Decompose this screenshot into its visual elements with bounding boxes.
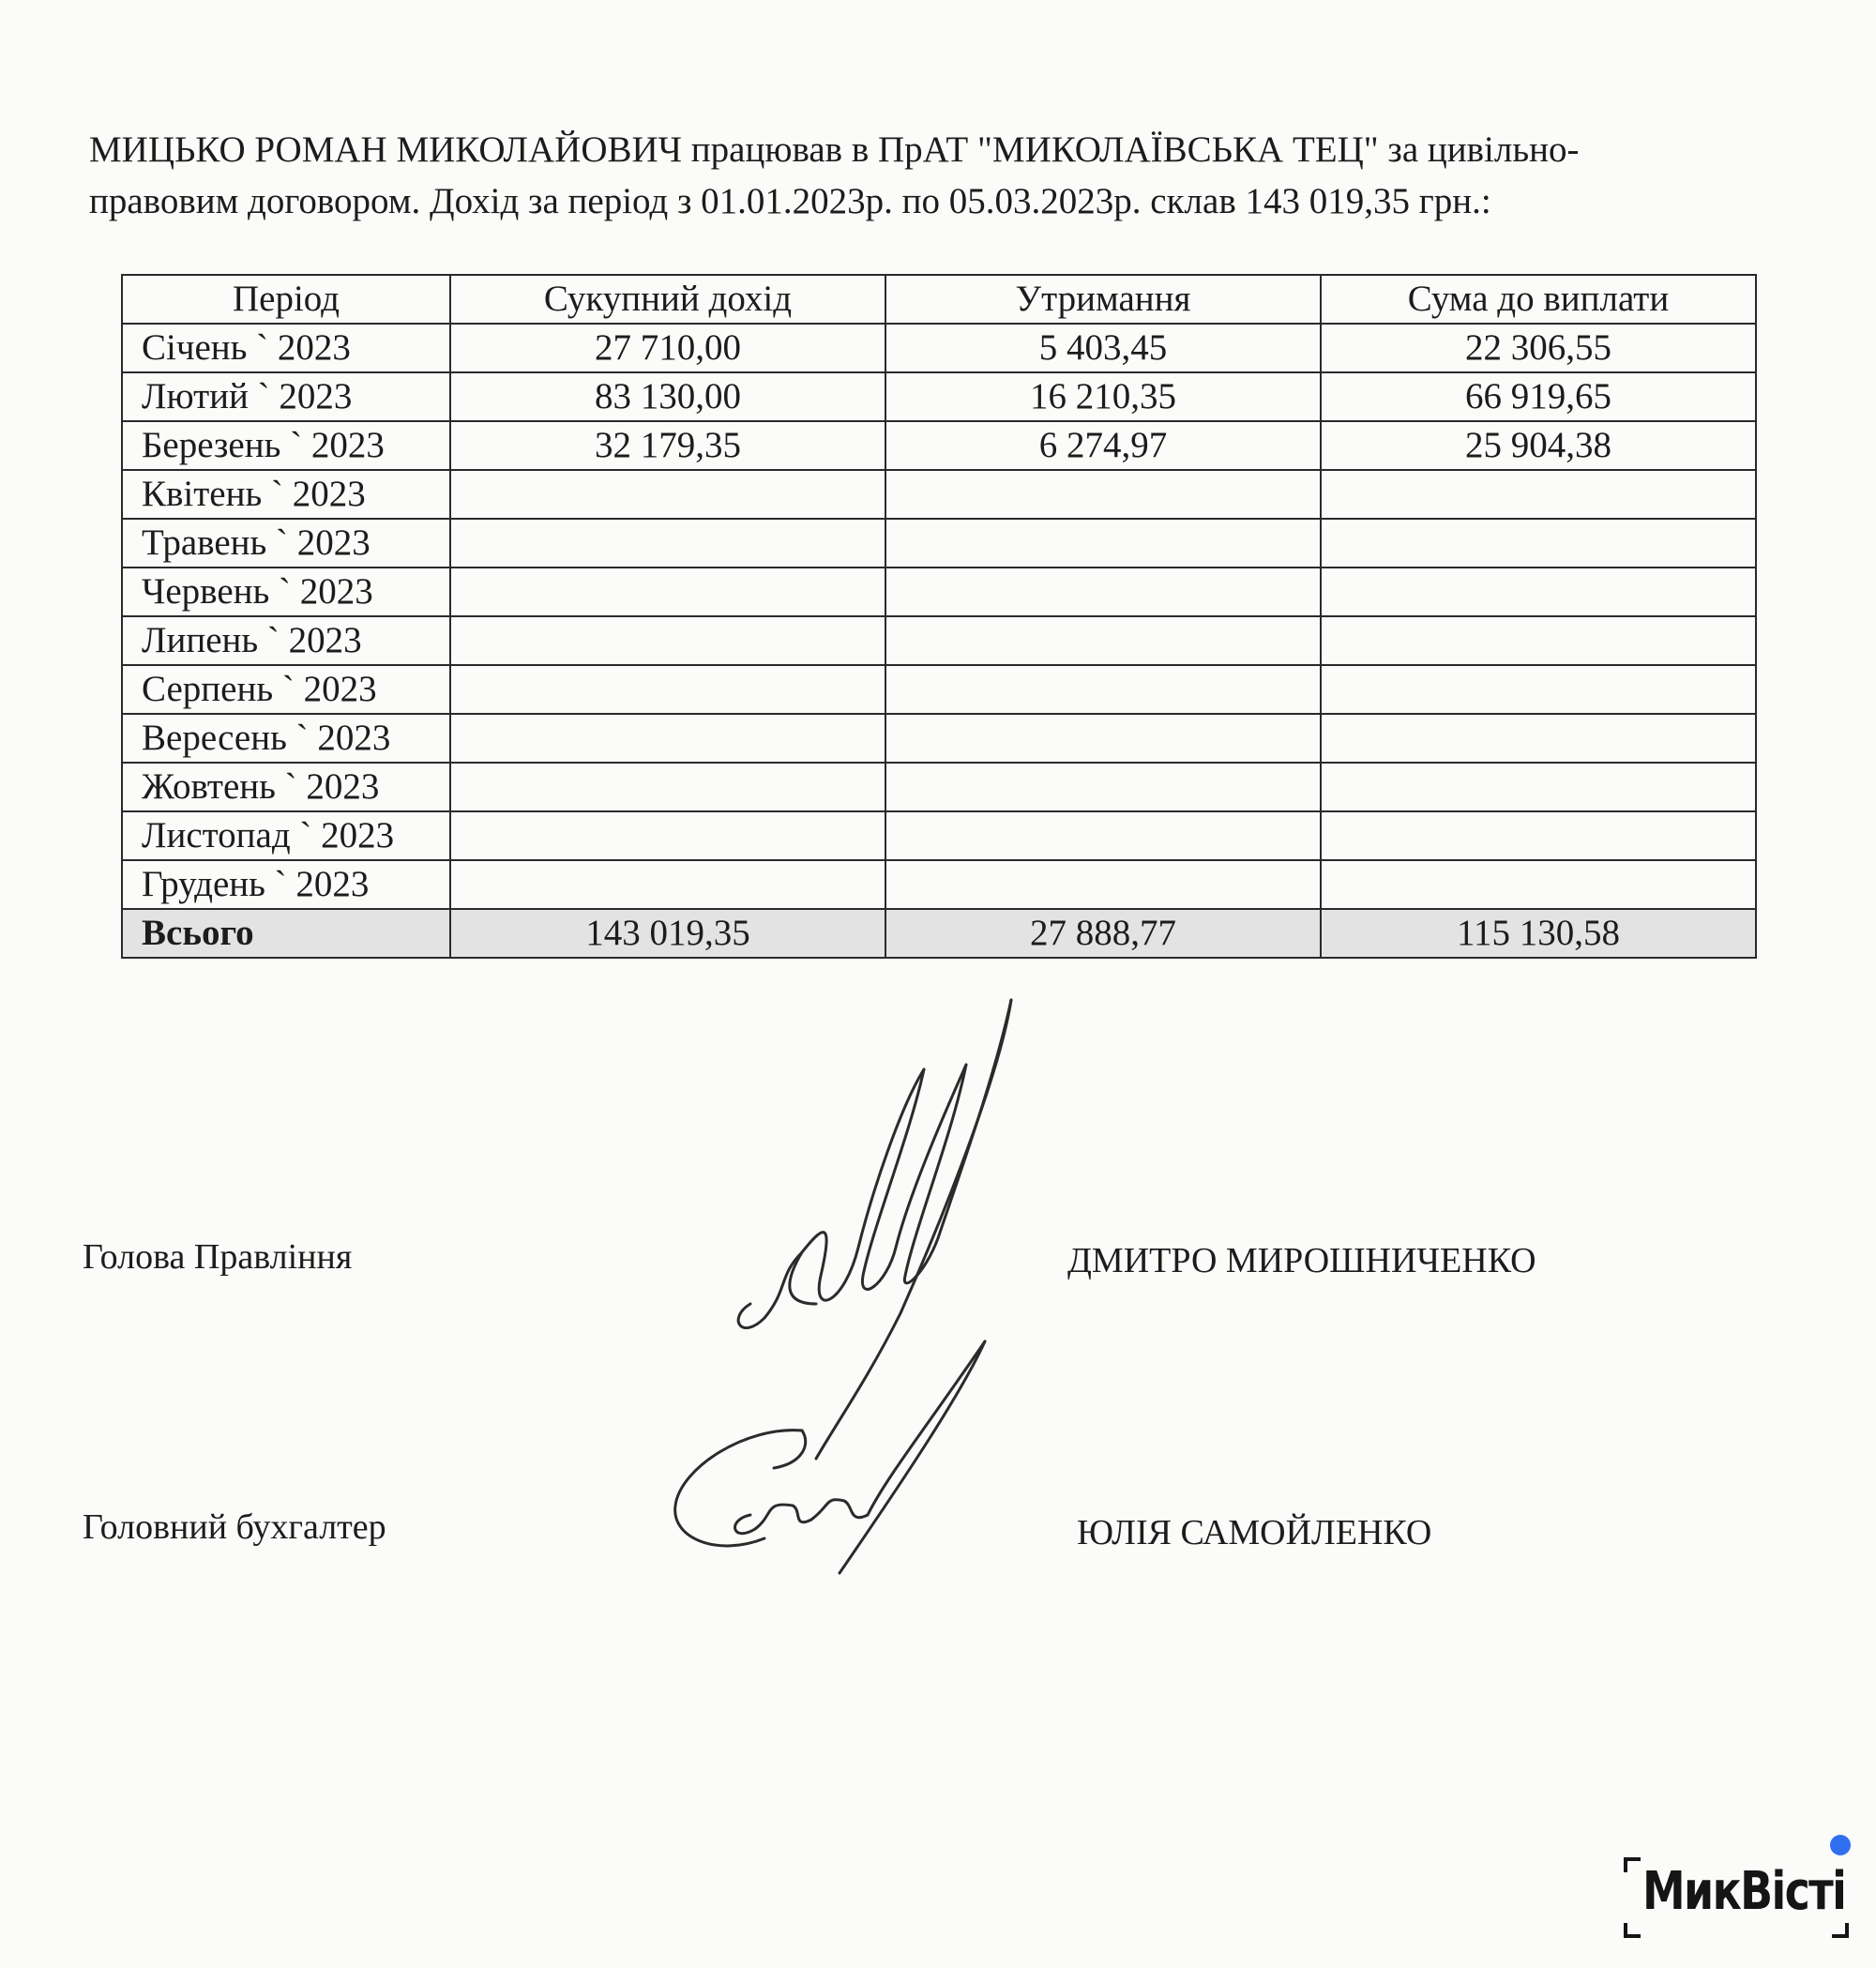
header-deduction: Утримання (885, 275, 1321, 324)
table-row (122, 860, 1756, 909)
total-label: Всього (122, 909, 450, 958)
income-cell: 32 179,35 (450, 421, 885, 470)
header-income: Сукупний дохід (450, 275, 885, 324)
intro-line-2: правовим договором. Дохід за період з 01.01.2023р. по 05.03.2023р. склав 143 019,35 грн.: (89, 181, 1491, 221)
period-cell: Серпень ` 2023 (122, 665, 450, 714)
deduction-cell (885, 665, 1321, 714)
deduction-cell (885, 568, 1321, 616)
period-cell: Вересень ` 2023 (122, 714, 450, 763)
deduction-cell: 16 210,35 (885, 372, 1321, 421)
payout-cell (1321, 616, 1756, 665)
income-cell (450, 860, 885, 909)
payout-cell (1321, 860, 1756, 909)
deduction-cell (885, 811, 1321, 860)
intro-paragraph (89, 124, 1806, 227)
chair-title: Голова Правління (83, 1237, 353, 1277)
table-row (122, 470, 1756, 519)
logo-dot-icon (1830, 1835, 1851, 1855)
payout-cell (1321, 714, 1756, 763)
payout-cell: 22 306,55 (1321, 324, 1756, 372)
payout-cell: 25 904,38 (1321, 421, 1756, 470)
deduction-cell (885, 714, 1321, 763)
income-cell (450, 568, 885, 616)
table-header-row (122, 275, 1756, 324)
payout-cell (1321, 470, 1756, 519)
deduction-cell (885, 860, 1321, 909)
payout-cell: 66 919,65 (1321, 372, 1756, 421)
period-cell: Червень ` 2023 (122, 568, 450, 616)
payout-cell (1321, 519, 1756, 568)
income-cell: 27 710,00 (450, 324, 885, 372)
income-cell (450, 519, 885, 568)
income-cell (450, 763, 885, 811)
header-payout: Сума до виплати (1321, 275, 1756, 324)
deduction-cell (885, 763, 1321, 811)
accountant-signature-icon (661, 1337, 999, 1581)
payout-cell (1321, 665, 1756, 714)
table-row (122, 616, 1756, 665)
period-cell: Квітень ` 2023 (122, 470, 450, 519)
payout-cell (1321, 763, 1756, 811)
header-period: Період (122, 275, 450, 324)
period-cell: Березень ` 2023 (122, 421, 450, 470)
deduction-cell (885, 470, 1321, 519)
logo-text: МикВісті (1642, 1861, 1846, 1922)
income-cell (450, 616, 885, 665)
table-row (122, 568, 1756, 616)
table-row (122, 519, 1756, 568)
table-row (122, 665, 1756, 714)
table-row (122, 763, 1756, 811)
intro-line-1: МИЦЬКО РОМАН МИКОЛАЙОВИЧ працював в ПрАТ "МИКОЛАЇВСЬКА ТЕЦ" за цивільно- (89, 129, 1580, 170)
total-row (122, 909, 1756, 958)
accountant-title: Головний бухгалтер (83, 1507, 386, 1547)
deduction-cell: 6 274,97 (885, 421, 1321, 470)
total-income: 143 019,35 (450, 909, 885, 958)
chair-name: ДМИТРО МИРОШНИЧЕНКО (1067, 1241, 1536, 1280)
table-row (122, 324, 1756, 372)
income-cell (450, 470, 885, 519)
period-cell: Липень ` 2023 (122, 616, 450, 665)
deduction-cell: 5 403,45 (885, 324, 1321, 372)
table-row (122, 811, 1756, 860)
period-cell: Листопад ` 2023 (122, 811, 450, 860)
payout-cell (1321, 568, 1756, 616)
period-cell: Травень ` 2023 (122, 519, 450, 568)
period-cell: Грудень ` 2023 (122, 860, 450, 909)
income-cell (450, 811, 885, 860)
period-cell: Жовтень ` 2023 (122, 763, 450, 811)
total-deduction: 27 888,77 (885, 909, 1321, 958)
accountant-name: ЮЛІЯ САМОЙЛЕНКО (1077, 1513, 1432, 1552)
income-table (121, 274, 1757, 959)
period-cell: Січень ` 2023 (122, 324, 450, 372)
deduction-cell (885, 616, 1321, 665)
payout-cell (1321, 811, 1756, 860)
table-row (122, 714, 1756, 763)
mykvisti-logo (1620, 1835, 1856, 1947)
period-cell: Лютий ` 2023 (122, 372, 450, 421)
income-cell (450, 665, 885, 714)
table-row (122, 372, 1756, 421)
total-payout: 115 130,58 (1321, 909, 1756, 958)
table-row (122, 421, 1756, 470)
deduction-cell (885, 519, 1321, 568)
income-cell (450, 714, 885, 763)
income-cell: 83 130,00 (450, 372, 885, 421)
